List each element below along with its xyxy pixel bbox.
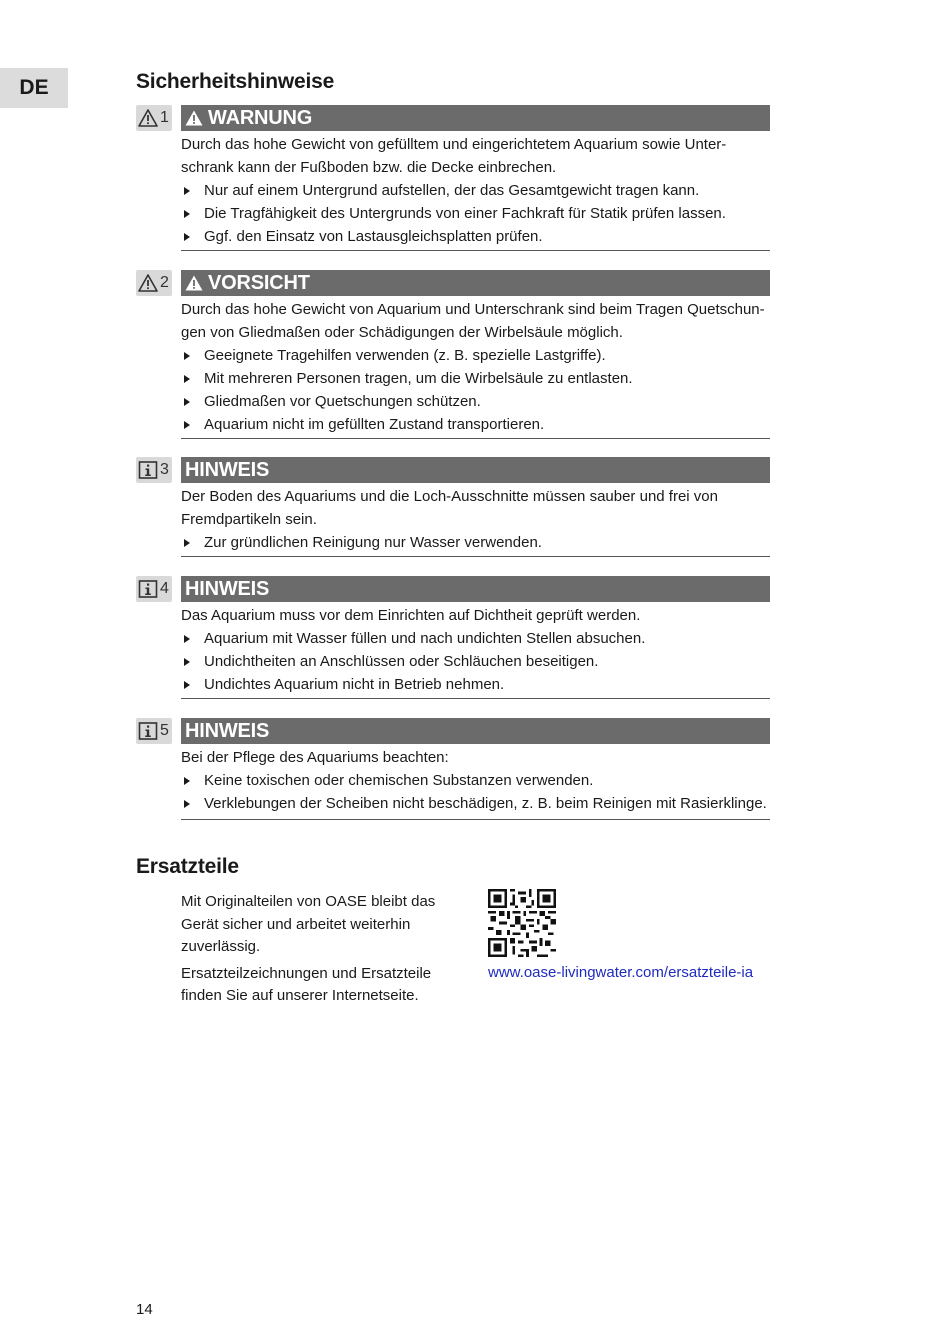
marker-number: 5 [160,722,169,739]
list-item: Geeignete Tragehilfen verwenden (z. B. spezielle Lastgriffe). [181,344,770,367]
list-item: Aquarium mit Wasser füllen und nach undichten Stellen absuchen. [181,627,770,650]
header-label: WARNUNG [208,106,313,129]
header-label: HINWEIS [185,719,270,742]
marker-1 [136,105,172,131]
warning-icon [185,110,203,126]
marker-number: 1 [160,109,169,126]
marker-3 [136,457,172,483]
list-item: Zur gründlichen Reinigung nur Wasser verwenden. [181,531,770,554]
list-item: Keine toxischen oder chemischen Substanzen verwenden. [181,769,770,792]
list-item: Undichtheiten an Anschlüssen oder Schläuchen beseitigen. [181,650,770,673]
spare-parts-link[interactable]: www.oase-livingwater.com/ersatzteile-ia [488,964,754,981]
qr-code-icon [488,889,556,957]
warning-triangle-icon [138,109,158,127]
header-label: VORSICHT [208,271,310,294]
note-header [181,576,770,602]
spare-parts-para-1: Mit Originalteilen von OASE bleibt das Gerät sicher und arbeitet weiterhin zuverlässig. [181,893,436,955]
block-text: Durch das hohe Gewicht von gefülltem und eingerichtetem Aquarium sowie Unter-schrank kann der Fußboden bzw. die Decke einbrechen. [181,136,727,176]
warning-triangle-icon [138,274,158,292]
block-text: Bei der Pflege des Aquariums beachten: [181,749,449,766]
language-tab: DE [0,68,68,108]
spare-parts-para-2: Ersatzteilzeichnungen und Ersatzteile finden Sie auf unserer Internetseite. [181,964,432,1004]
block-content [181,746,770,820]
list-item: Nur auf einem Untergrund aufstellen, der das Gesamtgewicht tragen kann. [181,179,770,202]
info-icon [138,722,158,740]
list-item: Undichtes Aquarium nicht in Betrieb nehmen. [181,673,770,696]
list-item: Verklebungen der Scheiben nicht beschädigen, z. B. beim Reinigen mit Rasierklinge. [181,792,770,815]
spare-parts-text [181,891,466,1012]
marker-number: 2 [160,274,169,291]
marker-number: 4 [160,580,169,597]
info-icon [138,461,158,479]
note-header [181,457,770,483]
block-text: Das Aquarium muss vor dem Einrichten auf Dichtheit geprüft werden. [181,607,641,624]
marker-4 [136,576,172,602]
block-text: Durch das hohe Gewicht von Aquarium und Unterschrank sind beim Tragen Quetschun-gen von Gliedmaßen oder Schädigungen der Wirbelsäule möglich. [181,301,765,341]
note-header [181,718,770,744]
block-text: Der Boden des Aquariums und die Loch-Ausschnitte müssen sauber und frei von Fremdpartikeln sein. [181,488,718,528]
list-item: Mit mehreren Personen tragen, um die Wirbelsäule zu entlasten. [181,367,770,390]
spare-parts-title: Ersatzteile [136,855,239,878]
caution-header [181,270,770,296]
list-item: Gliedmaßen vor Quetschungen schützen. [181,390,770,413]
warning-icon [185,275,203,291]
list-item: Die Tragfähigkeit des Untergrunds von einer Fachkraft für Statik prüfen lassen. [181,202,770,225]
list-item: Ggf. den Einsatz von Lastausgleichsplatten prüfen. [181,225,770,248]
block-content [181,485,770,557]
warning-header [181,105,770,131]
safety-title: Sicherheitshinweise [136,70,335,93]
marker-5 [136,718,172,744]
info-icon [138,580,158,598]
header-label: HINWEIS [185,458,270,481]
block-content [181,604,770,699]
block-content [181,133,770,251]
list-item: Aquarium nicht im gefüllten Zustand transportieren. [181,413,770,436]
page-number: 14 [136,1301,153,1318]
block-content [181,298,770,439]
marker-number: 3 [160,461,169,478]
header-label: HINWEIS [185,577,270,600]
marker-2 [136,270,172,296]
